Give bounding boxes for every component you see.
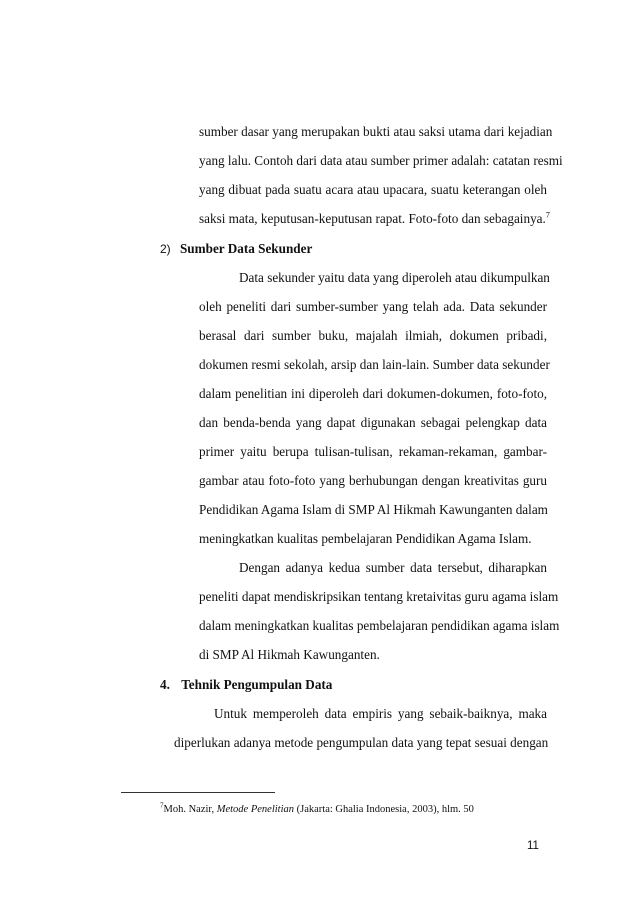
section-title: Sumber Data Sekunder xyxy=(179,241,313,256)
paragraph-line: yang lalu. Contoh dari data atau sumber primer adalah: catatan resmi xyxy=(199,153,563,168)
paragraph-line: berasal dari sumber buku, majalah ilmiah, dokumen pribadi, xyxy=(199,328,547,343)
footnote-number: 7 xyxy=(160,801,164,810)
section-number: 4. xyxy=(160,677,170,692)
paragraph-line: diperlukan adanya metode pengumpulan data yang tepat sesuai dengan xyxy=(174,735,549,750)
paragraph-line: dalam penelitian ini diperoleh dari dokumen-dokumen, foto-foto, xyxy=(199,386,547,401)
paragraph-line: Dengan adanya kedua sumber data tersebut, diharapkan xyxy=(239,560,547,575)
paragraph-line: dalam meningkatkan kualitas pembelajaran pendidikan agama islam xyxy=(199,618,560,633)
paragraph-line-with-footnote xyxy=(199,211,550,227)
paragraph-line: Untuk memperoleh data empiris yang sebaik-baiknya, maka xyxy=(214,706,547,721)
section-title: Tehnik Pengumpulan Data xyxy=(181,677,333,692)
paragraph-line: gambar atau foto-foto yang berhubungan dengan kreativitas guru xyxy=(199,473,547,488)
paragraph-line: dokumen resmi sekolah, arsip dan lain-lain. Sumber data sekunder xyxy=(199,357,550,372)
paragraph-line: saksi mata, keputusan-keputusan rapat. Foto-foto dan sebagainya. xyxy=(199,211,546,226)
paragraph-line: Pendidikan Agama Islam di SMP Al Hikmah Kawunganten dalam xyxy=(199,502,548,517)
footnote-author: Moh. Nazir, xyxy=(163,804,217,815)
footnote-reference: 7 xyxy=(545,210,550,220)
page-number: 11 xyxy=(527,840,539,852)
paragraph-line: Data sekunder yaitu data yang diperoleh atau dikumpulkan xyxy=(239,270,550,285)
paragraph-line: primer yaitu berupa tulisan-tulisan, rekaman-rekaman, gambar- xyxy=(199,444,547,459)
footnote-book-title: Metode Penelitian xyxy=(216,804,294,815)
paragraph-line: peneliti dapat mendiskripsikan tentang kretaivitas guru agama islam xyxy=(199,589,559,604)
footnote-details: (Jakarta: Ghalia Indonesia, 2003), hlm. 50 xyxy=(294,804,474,815)
section-heading xyxy=(160,241,312,257)
footnote xyxy=(160,803,474,817)
paragraph-line: di SMP Al Hikmah Kawunganten. xyxy=(199,647,380,662)
section-heading xyxy=(160,677,332,693)
paragraph-line: oleh peneliti dari sumber-sumber yang telah ada. Data sekunder xyxy=(199,299,547,314)
paragraph-line: yang dibuat pada suatu acara atau upacara, suatu keterangan oleh xyxy=(199,182,547,197)
paragraph-line: meningkatkan kualitas pembelajaran Pendidikan Agama Islam. xyxy=(199,531,532,546)
paragraph-line: sumber dasar yang merupakan bukti atau saksi utama dari kejadian xyxy=(199,124,553,139)
section-number: 2) xyxy=(160,242,171,256)
footnote-separator xyxy=(121,792,275,793)
paragraph-line: dan benda-benda yang dapat digunakan sebagai pelengkap data xyxy=(199,415,547,430)
